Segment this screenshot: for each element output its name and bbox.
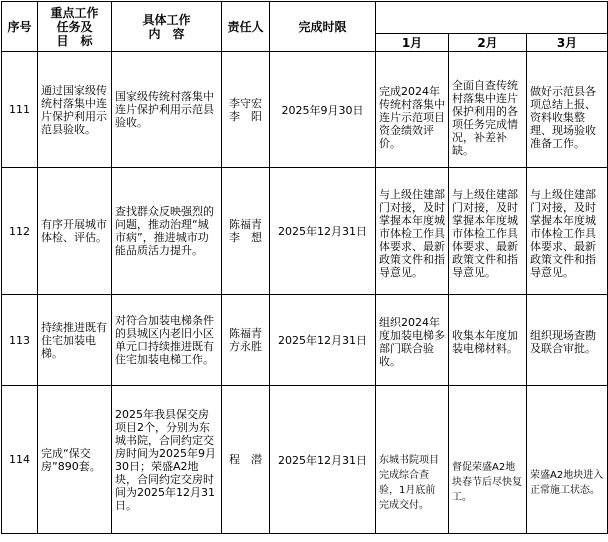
month-2-plan: 督促荣盛A2地块春节后尽快复工。 [452,462,522,503]
task-content: 查找群众反映强烈的问题，推动治理“城市病”，推进城市功能品质活力提升。 [115,205,214,257]
header-goal: 重点工作 任务及 目 标 [38,2,112,52]
task-goal: 通过国家级传统村落集中连片保护利用示范县验收。 [41,83,107,136]
task-content: 2025年我县保交房项目2个，分别为东城书院，合同约定交房时间为2025年9月30日；荣盛A2地块，合同约定交房时间为2025年12月31日。 [115,407,216,512]
task-owner: 陈福青 李 想 [229,218,262,244]
row-number: 111 [2,52,38,168]
task-owner: 陈福青 方永胜 [229,327,262,353]
task-goal: 完成“保交房”890套。 [41,446,101,473]
month-1-plan: 完成2024年传统村落集中连片示范项目资金绩效评价。 [379,85,445,150]
month-2-plan: 全面自查传统村落集中连片保护利用的各项任务完成情况，补差补缺。 [452,78,518,157]
task-owner: 程 潜 [229,453,262,466]
row-number: 113 [2,295,38,386]
row-number: 112 [2,168,38,295]
table-row [2,168,608,295]
row-number: 114 [2,386,38,534]
month-3-plan: 与上级住建部门对接，及时掌握本年度城市体检工作具体要求、最新政策文件和指导意见。 [530,187,596,279]
task-deadline: 2025年12月31日 [270,386,376,534]
task-content: 国家级传统村落集中连片保护利用示范县验收。 [115,90,214,129]
month-2-plan: 收集本年度加装电梯材料。 [452,329,518,355]
month-3-plan: 荣盛A2地块进入正常施工状态。 [530,469,604,496]
header-month-2: 2月 [449,34,527,52]
header-owner: 责任人 [222,2,270,52]
header-deadline: 完成时限 [270,2,376,52]
header-month-3: 3月 [527,34,608,52]
task-goal: 有序开展城市体检、评估。 [41,218,107,244]
month-3-plan: 做好示范县各项总结上报、资料收集整理、现场验收准备工作。 [530,85,596,150]
month-1-plan: 东城书院项目完成综合查验，1月底前完成交付。 [379,454,439,511]
month-1-plan: 组织2024年度加装电梯多部门联合验收。 [379,316,445,368]
header-content: 具体工作 内 容 [112,2,222,52]
month-3-plan: 组织现场查勘及联合审批。 [530,329,596,355]
task-deadline: 2025年12月31日 [270,295,376,386]
table-row [2,295,608,386]
work-plan-table [1,1,608,534]
table-row [2,386,608,534]
header-months-blank [376,2,608,34]
task-deadline: 2025年9月30日 [270,52,376,168]
task-content: 对符合加装电梯条件的县城区内老旧小区单元口持续推进既有住宅加装电梯工作。 [115,314,214,366]
table-row [2,52,608,168]
task-deadline: 2025年12月31日 [270,168,376,295]
header-month-1: 1月 [376,34,449,52]
task-owner: 李守宏 李 阳 [229,96,262,123]
task-goal: 持续推进既有住宅加装电梯。 [41,320,107,360]
month-1-plan: 与上级住建部门对接，及时掌握本年度城市体检工作具体要求、最新政策文件和指导意见。 [379,187,445,279]
header-seq: 序号 [2,2,38,52]
month-2-plan: 与上级住建部门对接，及时掌握本年度城市体检工作具体要求、最新政策文件和指导意见。 [452,187,518,279]
